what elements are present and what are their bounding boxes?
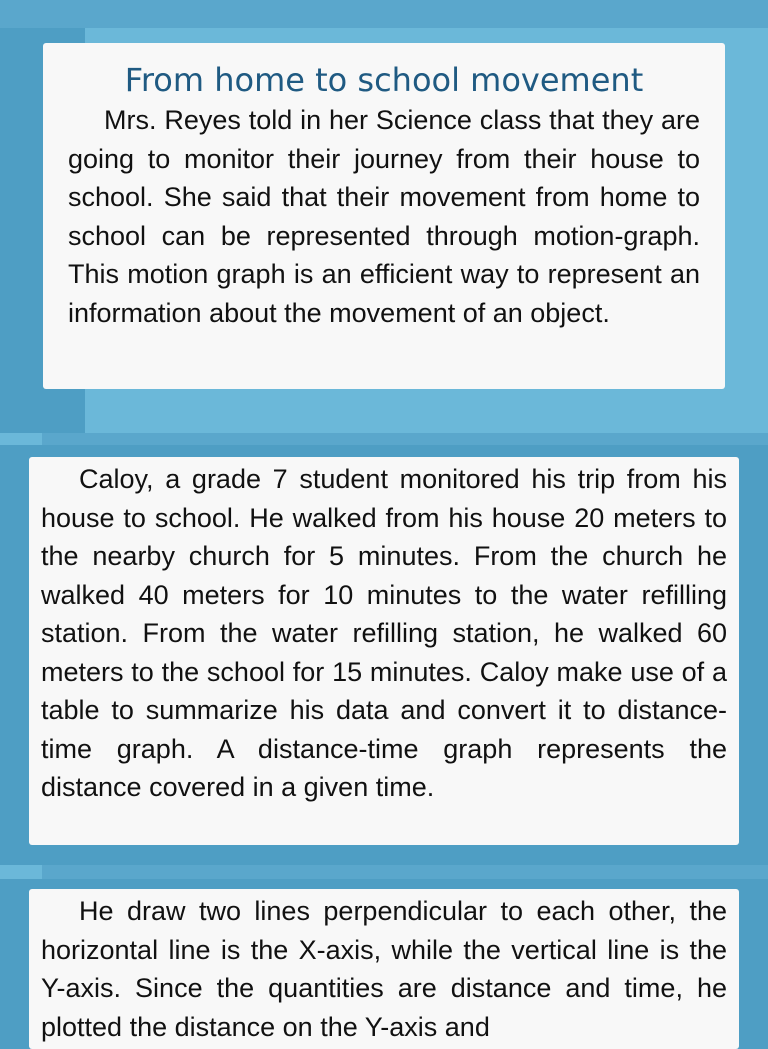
trip-paragraph: Caloy, a grade 7 student monitored his trip from his house to school. He walked from his house 20 meters to the nearby church for 5 minutes. From the church he walked 40 meters for 10 minutes to the water refilling station. From the water refilling station, he walked 60 meters to the school for 15 minutes. Caloy make use of a table to summarize his data and convert it to distance-time graph. A distance-time graph represents the distance covered in a given time. [41, 464, 727, 802]
axes-paragraph: He draw two lines perpendicular to each other, the horizontal line is the X-axis, while the vertical line is the Y-axis. Since the quantities are distance and time, he plotted the distance on the Y-axis and [41, 896, 727, 1042]
background-band-middle [0, 433, 768, 445]
background-accent-middle [0, 433, 42, 445]
background-band-top [0, 0, 768, 28]
axes-card [29, 889, 739, 1049]
intro-card [43, 43, 725, 389]
trip-card [29, 457, 739, 845]
background-band-lower [0, 865, 768, 879]
section-title: From home to school movement [124, 61, 644, 99]
intro-paragraph: Mrs. Reyes told in her Science class that they are going to monitor their journey from their house to school. She said that their movement from home to school can be represented through motion-graph. This motion graph is an efficient way to represent an information about the movement of an object. [68, 105, 700, 328]
background-accent-lower [0, 865, 42, 879]
